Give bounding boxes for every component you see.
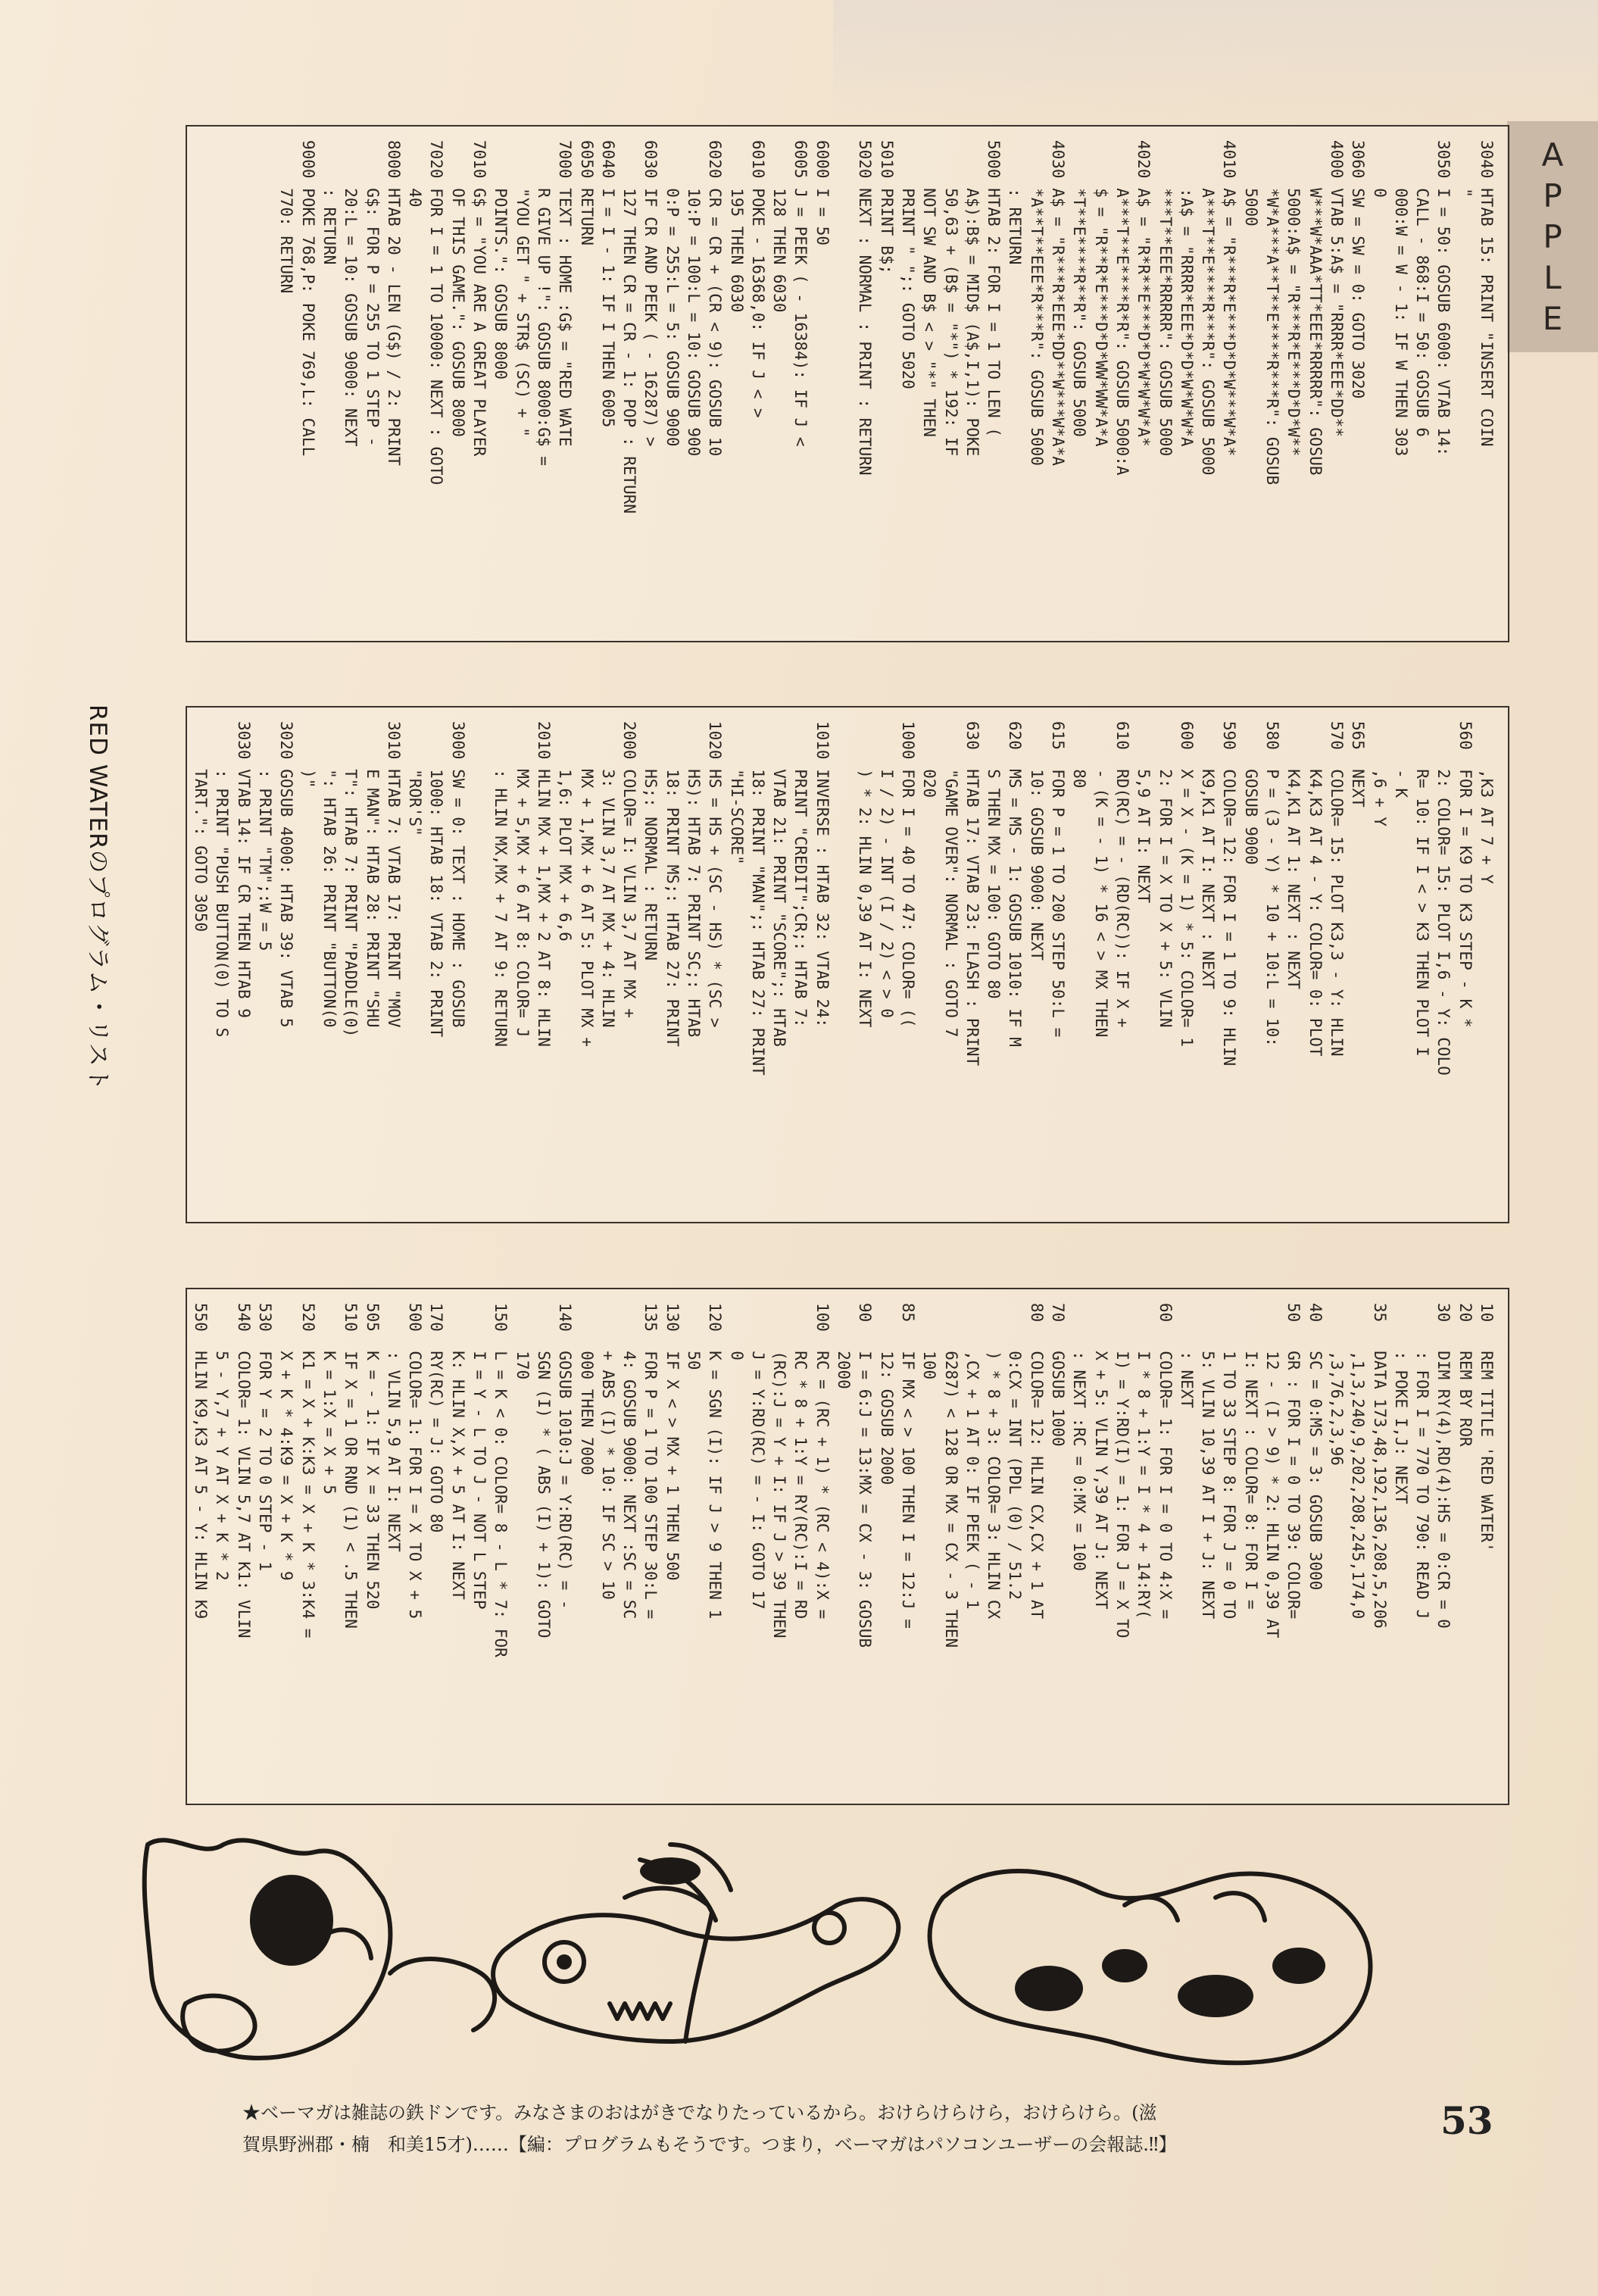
code-line: E MAN": HTAB 28: PRINT "SHU (363, 721, 382, 1028)
code-line: J = Y:RD(RC) = - I: GOTO 17 (748, 1303, 767, 1610)
code-line: 60 COLOR= 1: FOR I = 0 TO 4:X = (1156, 1303, 1175, 1620)
page-number: 53 (1440, 2098, 1493, 2143)
code-line: 500 COLOR= 1: FOR I = X TO X + 5 (406, 1303, 425, 1620)
code-line: + ABS (I) * 10: IF SC > 10 (598, 1303, 617, 1600)
code-line: "ROR'S" (406, 721, 425, 836)
code-line: 1020 HS = HS + (SC - HS) * (SC > (706, 721, 725, 1028)
code-line: 6010 POKE - 16368,0: IF J < > (748, 140, 767, 418)
code-line: PRINT "CREDIT";CR;: HTAB 7: (791, 721, 810, 1028)
code-line: MX + 1,MX + 6 AT 5: PLOT MX + (577, 721, 596, 1047)
code-line: 9000 POKE 768,P: POKE 769,L: CALL (298, 140, 317, 457)
code-line: PRINT " ";: GOTO 5020 (898, 140, 917, 389)
code-line: 5 - Y,7 + Y AT X + K * 2 (213, 1303, 232, 1581)
code-line: : HLIN MX,MX + 7 AT 9: RETURN (492, 721, 510, 1047)
code-line: 630 HTAB 17: VTAB 23: FLASH : PRINT (963, 721, 982, 1067)
code-line: 0 (727, 1303, 746, 1360)
code-line: CALL - 868:I = 50: GOSUB 6 (1413, 140, 1432, 437)
code-line: HS;: NORMAL : RETURN (641, 721, 660, 961)
code-line: K9,K1 AT I: NEXT : NEXT (1199, 721, 1218, 990)
code-line: 135 FOR P = 1 TO 100 STEP 30:L = (641, 1303, 660, 1620)
code-line: ,3,76,2,3,96 (1327, 1303, 1346, 1466)
listing-panel-2 (186, 706, 1509, 1223)
code-line: TART.": GOTO 3050 (192, 721, 211, 932)
code-line: 40 SC = 0:MS = 3: GOSUB 3000 (1306, 1303, 1325, 1591)
code-line: *T**E****R**R": GOSUB 5000 (1070, 140, 1089, 437)
code-line: 195 THEN 6030 (727, 140, 746, 313)
reader-comment-line-2: 賀県野洲郡・楠 和美15才)……【編：プログラムもそうです。つまり，ベーマガはパソコンユーザーの会報誌.‼】 (242, 2134, 1177, 2155)
code-line: 3040 HTAB 15: PRINT "INSERT COIN (1478, 140, 1496, 447)
code-line: 70 GOSUB 1000 (1049, 1303, 1068, 1447)
reader-comment-line-1: ★ベーマガは雑誌の鉄ドンです。みなさまのおはがきでなりたっているから。おけらけらけら，おけらけら。(滋 (242, 2102, 1157, 2123)
code-line: 5000 HTAB 2: FOR I = 1 TO LEN ( (985, 140, 1003, 437)
code-line: K4,K1 AT 1: NEXT : NEXT (1284, 721, 1303, 990)
code-line: 5000:A$ = "R***R*E***D*D*W** (1284, 140, 1303, 457)
code-line: I / 2) - INT (I / 2) < > 0 (877, 721, 896, 1018)
code-line: 5,9 AT I: NEXT (1135, 721, 1153, 904)
code-line: 610 RD(RC) = - (RD(RC)): IF X + (1113, 721, 1131, 1028)
code-line: ) * 8 + 3: COLOR= 3: HLIN CX (985, 1303, 1003, 1620)
code-line: (RC):J = Y + I: IF J > 39 THEN (770, 1303, 789, 1638)
code-line: 3020 GOSUB 4000: HTAB 39: VTAB 5 (277, 721, 296, 1028)
code-line: 4000 VTAB 5:A$ = "RRRR*EEE*DD** (1327, 140, 1346, 437)
code-line: 35 DATA 173,48,192,136,208,5,206 (1370, 1303, 1389, 1629)
code-line: X + 5: VLIN Y,39 AT J: NEXT (1091, 1303, 1110, 1610)
code-line: 1,6: PLOT MX + 6,6 (556, 721, 575, 942)
code-line: 50 GR : FOR I = 0 TO 39: COLOR= (1284, 1303, 1303, 1620)
code-line (469, 721, 490, 1076)
code-line: 620 MS = MS - 1: GOSUB 1010: IF M (1006, 721, 1025, 1047)
code-line: A***T**E****R*R": GOSUB 5000:A (1113, 140, 1131, 476)
code-line: 1000: HTAB 18: VTAB 2: PRINT (427, 721, 446, 1038)
code-line: *A**T**EEE*R***R": GOSUB 5000 (1027, 140, 1046, 466)
code-line: 1000 FOR I = 40 TO 47: COLOR= (( (898, 721, 917, 1028)
code-line: ***T**EEE*RRRRR": GOSUB 5000 (1156, 140, 1175, 457)
code-line: 30 DIM RY(4),RD(4):HS = 0:CR = 0 (1434, 1303, 1453, 1629)
code-line: 20:L = 10: GOSUB 9000: NEXT (342, 140, 360, 447)
code-line: A***T**E****R***R": GOSUB 5000 (1199, 140, 1218, 476)
code-line: $ = "R**R*E***D*D*WW*WW*A*A (1091, 140, 1110, 447)
code-line: HS): HTAB 7: PRINT SC;: HTAB (685, 721, 704, 1038)
code-line: A$):B$ = MID$ (A$,I,1): POKE (963, 140, 982, 457)
code-line: 140 GOSUB 1010:J = Y:RD(RC) = - (556, 1303, 575, 1610)
code-line: 100 RC = (RC + 1) * (RC < 4):X = (813, 1303, 832, 1620)
code-line: 10 REM TITLE 'RED WATER' (1478, 1303, 1496, 1552)
code-line: 170 RY(RC) = J: GOTO 80 (427, 1303, 446, 1533)
code-line: 6030 IF CR AND PEEK ( - 16287) > (641, 140, 660, 447)
code-line: 10:P = 100:L = 10: GOSUB 900 (685, 140, 704, 457)
code-line: MX + 5,MX + 6 AT 8: COLOR= J (513, 721, 532, 1038)
code-line: 120 K = SGN (I): IF J > 9 THEN 1 (706, 1303, 725, 1620)
code-line: 6005 J = PEEK ( - 16384): IF J < (791, 140, 810, 447)
code-line: 000:W = W - 1: IF W THEN 303 (1391, 140, 1410, 457)
code-line: R GIVE UP !": GOSUB 8000:G$ = (534, 140, 553, 466)
code-line: ,K3 AT 7 + Y (1478, 721, 1496, 884)
code-line: 520 K1 = X + K:K3 = X + K * 3:K4 = (298, 1303, 317, 1638)
code-line: : VLIN 5,9 AT I: NEXT (384, 1303, 403, 1552)
code-line: 590 COLOR= 12: FOR I = 1 TO 9: HLIN (1220, 721, 1239, 1067)
code-line: 128 THEN 6030 (770, 140, 789, 313)
code-line: 530 FOR Y = 2 TO 0 STEP - 1 (256, 1303, 275, 1572)
code-line: 20 REM BY ROR (1456, 1303, 1475, 1447)
code-line: 1 TO 33 STEP 8: FOR J = 0 TO (1220, 1303, 1239, 1620)
code-line: 2: COLOR= 15: PLOT I,6 - Y: COLO (1434, 721, 1453, 1076)
code-line: : NEXT (1177, 1303, 1196, 1409)
code-line: 18: PRINT "MAN";: HTAB 27: PRINT (748, 721, 767, 1076)
code-line: : FOR I = 770 TO 790: READ J (1413, 1303, 1432, 1620)
code-line: - (K = - 1) * 16 < > MX THEN (1091, 721, 1110, 1038)
code-line: 18: PRINT MS;: HTAB 27: PRINT (663, 721, 682, 1047)
code-line: W***W*AAA*TT*EEE*RRRRR": GOSUB (1306, 140, 1325, 476)
code-line: 6040 I = I - 1: IF I THEN 6005 (598, 140, 617, 428)
code-line: 127 THEN CR = CR - 1: POP : RETURN (620, 140, 639, 514)
code-line (833, 721, 854, 1076)
code-line: K = 1:X = X + 5 (320, 1303, 339, 1495)
code-line: - K (1391, 721, 1410, 798)
code-line: 615 FOR P = 1 TO 200 STEP 50:L = (1049, 721, 1068, 1038)
code-column-2 (190, 721, 1497, 1076)
code-line: 3000 SW = 0: TEXT : HOME : GOSUB (448, 721, 467, 1028)
code-line: 3030 VTAB 14: IF CR THEN HTAB 9 (234, 721, 253, 1018)
code-line: 2010 HLIN MX + 1,MX + 2 AT 8: HLIN (534, 721, 553, 1047)
code-column-1 (190, 1303, 1497, 1657)
section-tab-label: APPLE (1541, 136, 1564, 337)
code-line: 6287) < 128 OR MX = CX - 3 THEN (941, 1303, 960, 1648)
code-line: 3: VLIN 3,7 AT MX + 4: HLIN (598, 721, 617, 1028)
code-line: 0:CX = INT (PDL (0) / 51.2 (1006, 1303, 1025, 1600)
code-line: 100 (920, 1303, 939, 1380)
code-line: I) = Y:RD(I) = 1: FOR J = X TO (1113, 1303, 1131, 1638)
code-line: ) * 2: HLIN 0,39 AT I: NEXT (856, 721, 875, 1028)
code-line: " (1456, 140, 1475, 198)
code-line: 000 THEN 7000 (577, 1303, 596, 1476)
code-line: 6000 I = 50 (813, 140, 832, 246)
code-line: 7010 G$ = "YOU ARE A GREAT PLAYER (470, 140, 489, 457)
code-line: I = Y - L TO J - NOT L STEP (470, 1303, 489, 1610)
code-line: "YOU GET " + STR$ (SC) + " (513, 140, 532, 437)
code-line: 12: GOSUB 2000 (877, 1303, 896, 1485)
code-line (833, 140, 854, 514)
code-line: ,6 + Y (1370, 721, 1389, 827)
code-line: X + K * 4:K9 = X + K * 9 (277, 1303, 296, 1581)
code-line: OF THIS GAME.": GOSUB 8000 (448, 140, 467, 437)
code-line: 3050 I = 50: GOSUB 6000: VTAB 14: (1434, 140, 1453, 457)
code-line: RC * 8 + 1:Y = RY(RC):I = RD (791, 1303, 810, 1620)
code-line: 6020 CR = CR + (CR < 9): GOSUB 10 (706, 140, 725, 457)
code-line: 3060 SW = SW = 0: GOTO 3020 (1349, 140, 1368, 399)
code-line: ,1,3,240,9,202,208,245,174,0 (1349, 1303, 1368, 1620)
code-line: 8000 HTAB 20 - LEN (G$) / 2: PRINT (384, 140, 403, 466)
code-line: 540 COLOR= 1: VLIN 5,7 AT K1: VLIN (234, 1303, 253, 1638)
code-line: :A$ = "RRRR*EEE*D*D*W*W*W*A (1177, 140, 1196, 447)
code-line: ,CX + 1 AT 0: IF PEEK ( - 1 (963, 1303, 982, 1610)
code-line: 505 K = - 1: IF X = 33 THEN 520 (363, 1303, 382, 1610)
code-line: 2000 (835, 1303, 854, 1389)
code-line: 150 L = K < 0: COLOR= 8 - L * 7: FOR (492, 1303, 510, 1657)
code-line: NOT SW AND B$ < > "*" THEN (920, 140, 939, 437)
code-line: SGN (I) * ( ABS (I) + 1): GOTO (534, 1303, 553, 1638)
listing-title: RED WATERのプログラム・リスト (84, 704, 111, 1092)
code-line: 80 (1070, 721, 1089, 789)
code-line: R= 10: IF I < > K3 THEN PLOT I (1413, 721, 1432, 1057)
code-line: 4010 A$ = "R***R*E***D*D*W***W*A* (1220, 140, 1239, 457)
code-line: 6050 RETURN (577, 140, 596, 246)
code-line: 5020 NEXT : NORMAL : PRINT : RETURN (856, 140, 875, 476)
code-line: 0:P = 255:L = 5: GOSUB 9000 (663, 140, 682, 447)
code-line: GOSUB 9000 (1241, 721, 1260, 865)
code-line: 5: VLIN 10,39 AT I + J: NEXT (1199, 1303, 1218, 1620)
code-line: 1010 INVERSE : HTAB 32: VTAB 24: (813, 721, 832, 1028)
code-line: 85 IF MX < > 100 THEN I = 12:J = (898, 1303, 917, 1629)
code-line: I: NEXT : COLOR= 8: FOR I = (1241, 1303, 1260, 1610)
code-line: 5010 PRINT B$; (877, 140, 896, 275)
listing-panel-1 (186, 1288, 1509, 1805)
code-line: 570 COLOR= 15: PLOT K3,3 - Y: HLIN (1327, 721, 1346, 1057)
code-line: 3010 HTAB 7: VTAB 17: PRINT "MOV (384, 721, 403, 1028)
code-line: : RETURN (320, 140, 339, 265)
code-line: 80 COLOR= 12: HLIN CX,CX + 1 AT (1027, 1303, 1046, 1620)
code-line: 12 - (I > 9) * 2: HLIN 0,39 AT (1263, 1303, 1282, 1638)
code-line: S THEN MX = 100: GOTO 80 (985, 721, 1003, 999)
code-line: 020 (920, 721, 939, 798)
reader-comment (242, 2097, 1424, 2160)
code-line: )" (298, 721, 317, 789)
code-line: 770: RETURN (277, 140, 296, 294)
code-line: 560 FOR I = K9 TO K3 STEP - K * (1456, 721, 1475, 1028)
code-line: : RETURN (1006, 140, 1025, 265)
code-line: 7000 TEXT : HOME :G$ = "RED WATE (556, 140, 575, 447)
code-line: 0 (1370, 140, 1389, 198)
code-line: 2000 COLOR= I: VLIN 3,7 AT MX + (620, 721, 639, 1018)
code-line: G$: FOR P = 255 TO 1 STEP - (363, 140, 382, 447)
code-line: : PRINT "PUSH BUTTON(0) TO S (213, 721, 232, 1038)
code-line: ": HTAB 26: PRINT "BUTTON(0 (320, 721, 339, 1028)
code-line: 40 (406, 140, 425, 208)
code-line: 510 IF X = 1 OR RND (1) < .5 THEN (342, 1303, 360, 1629)
code-line: : PRINT "TM";:W = 5 (256, 721, 275, 951)
code-line: 4: GOSUB 9000: NEXT :SC = SC (620, 1303, 639, 1620)
code-line: 565 NEXT (1349, 721, 1368, 808)
code-line: *W*A***A**T**E****R***R": GOSUB (1263, 140, 1282, 486)
code-line: : NEXT :RC = 0:MX = 100 (1070, 1303, 1089, 1572)
code-line: 10: GOSUB 9000: NEXT (1027, 721, 1046, 961)
listing-panel-3 (186, 125, 1509, 642)
code-line: 4020 A$ = "R*R**E***D*D*W*W*W*A* (1135, 140, 1153, 447)
code-line: VTAB 21: PRINT "SCORE";: HTAB (770, 721, 789, 1047)
code-line: 5000 (1241, 140, 1260, 226)
code-line: 50 (685, 1303, 704, 1370)
code-line: 600 X = X - (K = 1) * 5: COLOR= 1 (1177, 721, 1196, 1047)
code-line: 130 IF X < > MX + 1 THEN 500 (663, 1303, 682, 1581)
code-line: K: HLIN X,X + 5 AT I: NEXT (448, 1303, 467, 1600)
code-line: K4,K3 AT 4 - Y: COLOR= 0: PLOT (1306, 721, 1325, 1057)
code-line: I * 8 + 1:Y = I * 4 + 14:RY( (1135, 1303, 1153, 1620)
code-line: "GAME OVER": NORMAL : GOTO 7 (941, 721, 960, 1038)
code-line: 550 HLIN K9,K3 AT 5 - Y: HLIN K9 (192, 1303, 211, 1620)
code-line: 2: FOR I = X TO X + 5: VLIN (1156, 721, 1175, 1028)
code-line: T": HTAB 7: PRINT "PADDLE(0) (342, 721, 360, 1038)
code-line: : POKE I,J: NEXT (1391, 1303, 1410, 1504)
code-line: 170 (513, 1303, 532, 1380)
code-line: 580 P = (3 - Y) * 10 + 10:L = 10: (1263, 721, 1282, 1047)
code-column-3 (276, 140, 1497, 514)
code-line: POINTS.": GOSUB 8000 (492, 140, 510, 380)
code-line: 4030 A$ = "R***R*EEE*DD**W***W*A*A (1049, 140, 1068, 466)
code-line: 90 I = 6:J = 13:MX = CX - 3: GOSUB (856, 1303, 875, 1648)
code-line: 7020 FOR I = 1 TO 10000: NEXT : GOTO (427, 140, 446, 486)
code-line: 50,63 + (B$ = "*") * 192: IF (941, 140, 960, 457)
code-line: "HI-SCORE" (727, 721, 746, 865)
